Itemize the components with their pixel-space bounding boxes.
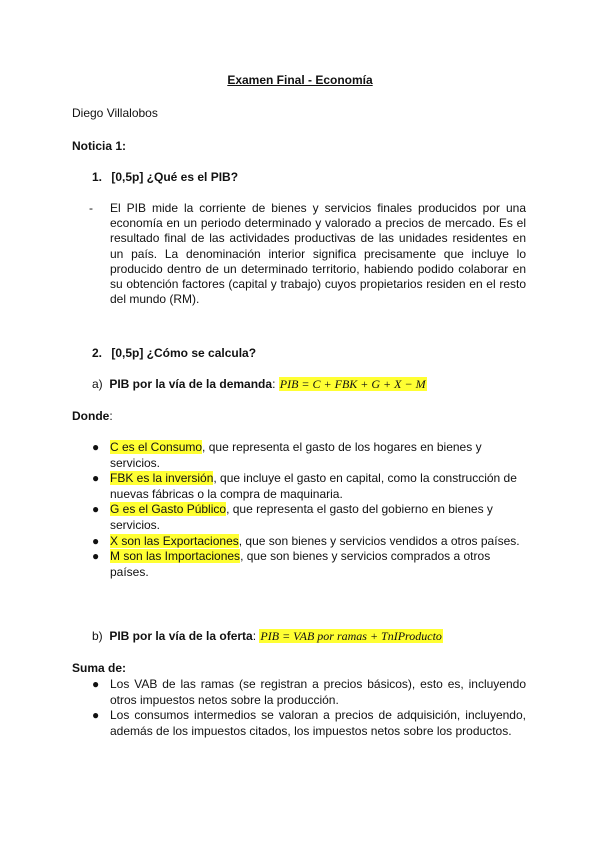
list-item: ● FBK es la inversión, que incluye el gasto en capital, como la construcción de nuevas fábricas o la compra de maquinaria. xyxy=(92,471,517,501)
list-item: ● M son las Importaciones, que son bienes y servicios comprados a otros países. xyxy=(92,549,491,579)
demand-formula: PIB = C + FBK + G + X − M xyxy=(279,377,426,391)
supply-components-list xyxy=(92,677,526,739)
bullet-icon: ● xyxy=(92,440,100,454)
question-2-number: 2. xyxy=(92,346,103,360)
dash-bullet: - xyxy=(89,201,93,215)
highlighted-term: M son las Importaciones xyxy=(110,549,241,564)
list-item: ● X son las Exportaciones, que son bienes y servicios vendidos a otros países. xyxy=(92,533,520,548)
part-a-letter: a) xyxy=(92,377,103,391)
answer-1-paragraph: El PIB mide la corriente de bienes y servicios finales producidos por una economía en un periodo determinado y valorado a precios de mercado. Es el resultado final de las actividades productivas de las unidades residentes en un país. La denominación interior significa precisamente que incluye lo producido dentro de un determinado territorio, habiendo podido colaborar en su obtención factores (capital y trabajo) cuyos propietarios residen en el resto del mundo (RM). xyxy=(110,201,526,307)
noticia-heading: Noticia 1: xyxy=(72,139,127,153)
question-1-number: 1. xyxy=(92,170,103,184)
author-name: Diego Villalobos xyxy=(72,106,158,120)
part-a-colon: : xyxy=(272,377,276,391)
donde-label: Donde: xyxy=(72,409,113,423)
part-b-heading xyxy=(92,629,443,644)
suma-de-heading: Suma de: xyxy=(72,661,127,675)
supply-formula: PIB = VAB por ramas + TnIProducto xyxy=(260,629,442,643)
bullet-icon: ● xyxy=(92,708,100,723)
part-b-label: PIB por la vía de la oferta xyxy=(109,629,253,643)
question-1 xyxy=(92,170,238,184)
bullet-icon: ● xyxy=(92,533,100,548)
list-item: ● Los consumos intermedios se valoran a precios de adquisición, incluyendo, además de los impuestos citados, los impuestos netos sobre los productos. xyxy=(92,708,526,738)
list-item: ● Los VAB de las ramas (se registran a precios básicos), esto es, incluyendo otros impuestos netos sobre la producción. xyxy=(92,677,526,707)
list-item: ● C es el Consumo, que representa el gasto de los hogares en bienes y servicios. xyxy=(92,440,482,470)
part-b-colon: : xyxy=(252,629,257,643)
part-b-letter: b) xyxy=(92,629,103,643)
document-title: Examen Final - Economía xyxy=(227,73,373,87)
bullet-icon: ● xyxy=(92,502,100,517)
highlighted-term: X son las Exportaciones xyxy=(110,533,239,548)
question-2-text: [0,5p] ¿Cómo se calcula? xyxy=(111,346,257,360)
highlighted-term: G es el Gasto Público xyxy=(110,502,227,517)
list-item: ● G es el Gasto Público, que representa el gasto del gobierno en bienes y servicios. xyxy=(92,502,493,532)
bullet-icon: ● xyxy=(92,471,100,486)
bullet-icon: ● xyxy=(92,549,100,564)
part-a-label: PIB por la vía de la demanda xyxy=(109,377,273,391)
question-2 xyxy=(92,346,256,360)
highlighted-term: C es el Consumo xyxy=(110,440,203,454)
part-a-heading xyxy=(92,377,427,392)
demand-components-list xyxy=(92,440,522,580)
question-1-text: [0,5p] ¿Qué es el PIB? xyxy=(111,170,239,184)
highlighted-term: FBK es la inversión xyxy=(110,471,214,486)
bullet-icon: ● xyxy=(92,677,100,691)
